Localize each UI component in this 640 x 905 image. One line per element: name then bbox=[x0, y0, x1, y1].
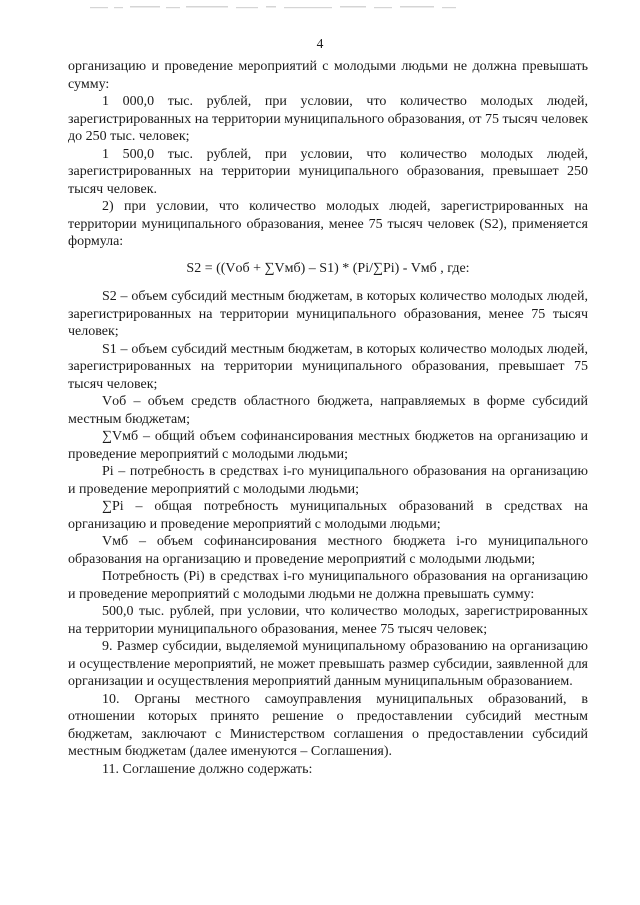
paragraph-limit-1500: 1 500,0 тыс. рублей, при условии, что количество молодых людей, зарегистрированных на территории муниципального образования, превышает 250 тысяч человек. bbox=[68, 146, 588, 197]
paragraph-item-11: 11. Соглашение должно содержать: bbox=[102, 761, 313, 777]
scan-header-artifact bbox=[90, 4, 460, 12]
paragraph-item-10: 10. Органы местного самоуправления муниципальных образований, в отношении которых принято решение о предоставлении субсидий местным бюджетам, заключают с Министерством соглашения о предоставлении субсидий местным бюджетам (далее именуются – Соглашения). bbox=[68, 691, 588, 759]
paragraph-limit-500: 500,0 тыс. рублей, при условии, что количество молодых, зарегистрированных на территории муниципального образования, менее 75 тысяч человек; bbox=[68, 604, 588, 637]
paragraph-condition-2: 2) при условии, что количество молодых людей, зарегистрированных на территории муниципального образования, менее 75 тысяч человек (S2), применяется формула: bbox=[68, 199, 588, 249]
formula-s2: S2 = ((Vоб + ∑Vмб) – S1) * (Pi/∑Pi) - Vмб , где: bbox=[186, 260, 470, 276]
paragraph-limit-1000: 1 000,0 тыс. рублей, при условии, что количество молодых людей, зарегистрированных на территории муниципального образования, от 75 тысяч человек до 250 тыс. человек; bbox=[68, 94, 588, 144]
paragraph-item-9: 9. Размер субсидии, выделяемой муниципальному образованию на организацию и осуществление мероприятий, не может превышать размер субсидии, заявленной для организации и осуществления мероприятий данным муниципальным образованием. bbox=[68, 639, 588, 689]
paragraph-continuation: организацию и проведение мероприятий с молодыми людьми не должна превышать сумму: bbox=[68, 59, 588, 92]
definition-s1: S1 – объем субсидий местным бюджетам, в которых количество молодых людей, зарегистрированных на территории муниципального образования, превышает 75 тысяч человек; bbox=[68, 341, 588, 392]
definition-vmb: Vмб – объем софинансирования местного бюджета i-го муниципального образования на организацию и проведение мероприятий с молодыми людьми; bbox=[68, 534, 588, 567]
definition-sum-vmb: ∑Vмб – общий объем софинансирования местных бюджетов на организацию и проведение мероприятий с молодыми людьми; bbox=[68, 429, 588, 462]
paragraph-pi-limit: Потребность (Pi) в средствах i-го муниципального образования на организацию и проведение мероприятий с молодыми людьми не должна превышать сумму: bbox=[68, 569, 588, 602]
document-body bbox=[68, 58, 588, 778]
definition-pi: Pi – потребность в средствах i-го муниципального образования на организацию и проведение мероприятий с молодыми людьми; bbox=[68, 464, 588, 497]
page-number: 4 bbox=[316, 36, 324, 51]
definition-vob: Vоб – объем средств областного бюджета, направляемых в форме субсидий местным бюджетам; bbox=[68, 394, 588, 427]
definition-sum-pi: ∑Pi – общая потребность муниципальных образований в средствах на организацию и проведение мероприятий с молодыми людьми; bbox=[68, 499, 588, 532]
definition-s2: S2 – объем субсидий местным бюджетам, в которых количество молодых людей, зарегистрированных на территории муниципального образования, менее 75 тысяч человек; bbox=[68, 289, 588, 339]
